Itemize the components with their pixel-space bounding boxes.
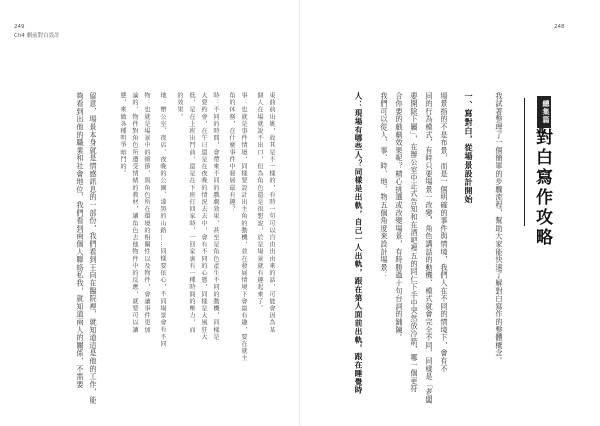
script-line-10: 論的，物件對角色所遭受情緒的教材，讓角色去他物件中的反應，就要可以讓 [131, 92, 138, 334]
closing-paragraph: 留意，場景本身就是情感訊息的一部份，我們看到王向在醫院裡，就知道這是他的工作，能夠看到出他的職業和社會地位，我們看到兩個人聯絡私我，就知道兩人的關係，不需要 [76, 92, 98, 404]
script-line-2: 事：也就是事件情境，同樣要設計出主角的動機，並在發展情境下會最有趣，要在就主 [240, 92, 247, 362]
title-tag: 總集篇 [537, 96, 551, 128]
keyword-person: 人：現場有哪些人？同樣是出軌，自己一人出軌，跟在第人面前出軌，跟在睡覺時 [354, 92, 363, 395]
body-line-0: 場景指的不是布景，而是一個明確的事件與情境，我們人在不同的情境下，會有不 [440, 92, 449, 373]
script-line-0: 東曲前出姚，故其是不一樣的，有時一句可以自由出由來的話，可能會因為某 [268, 92, 275, 334]
script-line-7: 的效果。 [176, 92, 183, 121]
body-line-2: 要開除下屬」，在辦公室中正式告知和在酒吧裡五的同仁下手中突然放冷箭，哪一個更符 [410, 92, 419, 393]
script-line-4: 時：不同的時間，會帶來不同的戲劇效果，甚至是角色產生不同的動機，同樣是 [212, 92, 219, 341]
script-line-5: 大要約會，在午日還是在夜晚的情況去去中，會有不同的心態，同樣是大風狂大 [200, 92, 207, 341]
chapter-line: Ch4 劇前對白設計 [14, 33, 60, 39]
body-line-1: 同的行為模式，有時只要場景一改變，角色講話的動機、模式就會完全不同，同樣是「老闆 [425, 92, 434, 404]
script-line-6: 低，是在上班出門前，還是在下班打回家時，一回家裏有一種時間的壓力，而 [188, 92, 195, 334]
script-line-1: 個人在場就說不出口，但為角色還是很想說，於是場景就有趣起來了。 [256, 92, 263, 313]
script-line-9: 物：也就是場景中的細節，與角色所在環境的相關性以及物件，會讓事件更加 [143, 92, 150, 334]
script-line-3: 角的休務，在什麼事件中發展最有趣？ [228, 92, 235, 213]
body-line-4: 我們可以從人、事、時、地、物五個角度來設計場景： [380, 92, 389, 280]
title-rule [524, 98, 525, 226]
script-line-8: 地：辦公室、夜店、夜晚的公園、漆黑的山路……同樣要依心，不同場景會有不同 [159, 92, 166, 348]
intro-paragraph: 我試著整理了一個簡單的步驟流程，幫助大家能快速了解對白寫作的整體概念。 [495, 92, 504, 365]
section-heading: 一、寫對白，從場景設計開始 [464, 92, 473, 204]
chapter-title: 對白寫作攻略 [532, 128, 552, 248]
script-line-11: 態，來做各種明爭暗鬥的。 [119, 92, 126, 178]
page-number-right: 248 [554, 24, 565, 30]
page-number-left: 249 [14, 24, 25, 30]
body-line-3: 合你要的戲劇效果呢？精心挑選或改變場景，有時勝過十句台詞的鋪陳。 [395, 92, 404, 342]
